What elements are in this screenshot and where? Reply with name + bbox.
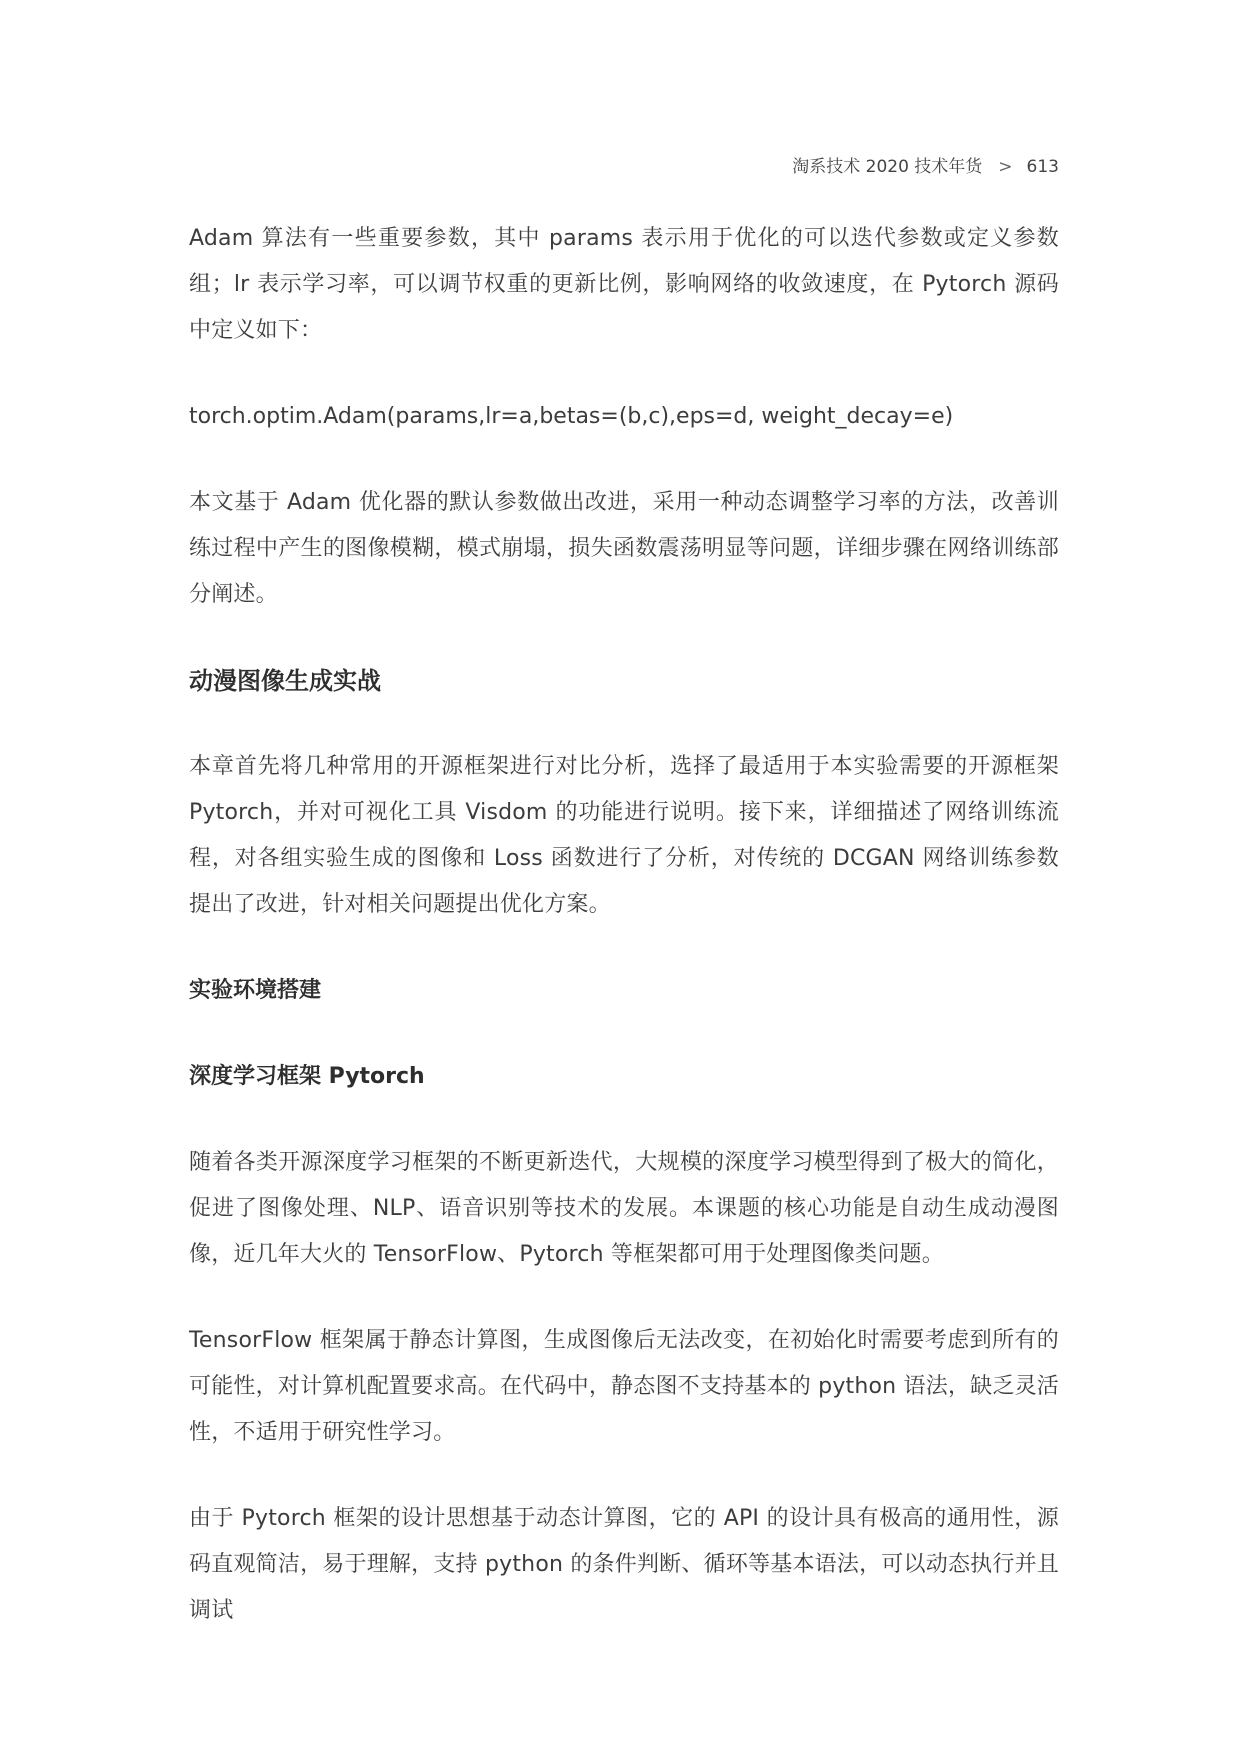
subsection-heading: 实验环境搭建 [189, 978, 322, 1003]
spacer [189, 1014, 1059, 1054]
page-number: 613 [1026, 157, 1059, 177]
subsubsection-heading: 深度学习框架 Pytorch [189, 1064, 425, 1089]
running-header [792, 152, 1059, 177]
paragraph-framework-overview: 随着各类开源深度学习框架的不断更新迭代，大规模的深度学习模型得到了极大的简化，促进了图像处理、NLP、语音识别等技术的发展。本课题的核心功能是自动生成动漫图像，近几年大火的 TensorFlow、Pytorch 等框架都可用于处理图像类问题。 [189, 1150, 1059, 1267]
paragraph-tensorflow: TensorFlow 框架属于静态计算图，生成图像后无法改变，在初始化时需要考虑到所有的可能性，对计算机配置要求高。在代码中，静态图不支持基本的 python 语法，缺乏灵活性，不适用于研究性学习。 [189, 1328, 1059, 1445]
section-heading: 动漫图像生成实战 [189, 667, 381, 695]
spacer [189, 1278, 1059, 1318]
spacer [189, 618, 1059, 658]
spacer [189, 440, 1059, 480]
spacer [189, 1456, 1059, 1496]
code-adam-signature: torch.optim.Adam(params,lr=a,betas=(b,c),eps=d, weight_decay=e) [189, 404, 954, 429]
breadcrumb-separator: > [998, 157, 1013, 177]
spacer [189, 1100, 1059, 1140]
spacer [189, 928, 1059, 968]
spacer [189, 354, 1059, 394]
paragraph-chapter-intro: 本章首先将几种常用的开源框架进行对比分析，选择了最适用于本实验需要的开源框架 Pytorch，并对可视化工具 Visdom 的功能进行说明。接下来，详细描述了网络训练流程，对各组实验生成的图像和 Loss 函数进行了分析，对传统的 DCGAN 网络训练参数提出了改进，针对相关问题提出优化方案。 [189, 754, 1059, 917]
spacer [189, 704, 1059, 744]
page-body [189, 216, 1059, 1634]
paragraph-pytorch: 由于 Pytorch 框架的设计思想基于动态计算图，它的 API 的设计具有极高的通用性，源码直观简洁，易于理解，支持 python 的条件判断、循环等基本语法，可以动态执行并且调试 [189, 1506, 1059, 1623]
book-title: 淘系技术 2020 技术年货 [792, 157, 983, 177]
paragraph-adam-params: Adam 算法有一些重要参数，其中 params 表示用于优化的可以迭代参数或定义参数组；lr 表示学习率，可以调节权重的更新比例，影响网络的收敛速度，在 Pytorch 源码中定义如下： [189, 226, 1059, 343]
paragraph-adam-improvement: 本文基于 Adam 优化器的默认参数做出改进，采用一种动态调整学习率的方法，改善训练过程中产生的图像模糊，模式崩塌，损失函数震荡明显等问题，详细步骤在网络训练部分阐述。 [189, 490, 1059, 607]
